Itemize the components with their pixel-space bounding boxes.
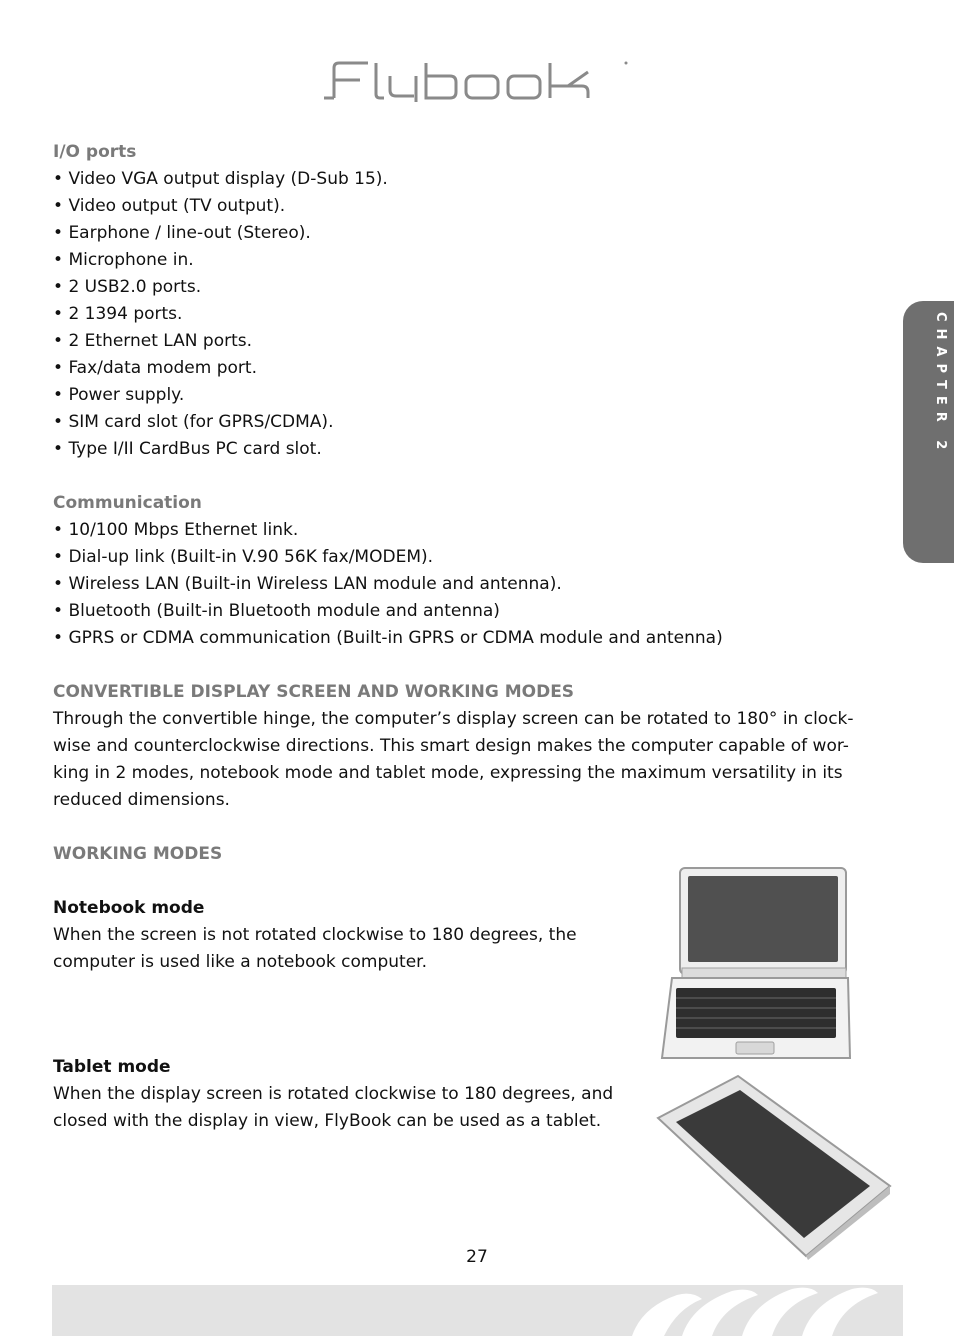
convertible-paragraph [53,706,893,814]
list-item: • 10/100 Mbps Ethernet link. [53,517,893,544]
list-item: • Video output (TV output). [53,193,893,220]
tablet-mode-title: Tablet mode [53,1057,171,1077]
flybook-logo [320,58,630,102]
notebook-mode-title: Notebook mode [53,898,205,918]
paragraph-line: When the display screen is rotated clockwise to 180 degrees, and [53,1084,614,1104]
paragraph-line: reduced dimensions. [53,790,230,810]
io-ports-heading: I/O ports [53,142,137,162]
list-item: • GPRS or CDMA communication (Built-in GPRS or CDMA module and antenna) [53,625,893,652]
list-item: • Microphone in. [53,247,893,274]
notebook-mode-image [658,864,852,1062]
chapter-label: CHAPTER 2 [933,312,948,457]
list-item: • Video VGA output display (D-Sub 15). [53,166,893,193]
list-item: • Wireless LAN (Built-in Wireless LAN module and antenna). [53,571,893,598]
list-item: • 2 1394 ports. [53,301,893,328]
list-item: • Power supply. [53,382,893,409]
paragraph-line: king in 2 modes, notebook mode and tablet mode, expressing the maximum versatility in its [53,763,843,783]
footer-band [52,1285,903,1336]
paragraph-line: computer is used like a notebook computer. [53,952,427,972]
communication-heading: Communication [53,493,202,513]
paragraph-line: Through the convertible hinge, the computer’s display screen can be rotated to 180° in clock- [53,709,854,729]
working-modes-heading: WORKING MODES [53,844,223,864]
list-item: • Type I/II CardBus PC card slot. [53,436,893,463]
list-item: • Earphone / line-out (Stereo). [53,220,893,247]
list-item: • Bluetooth (Built-in Bluetooth module and antenna) [53,598,893,625]
page-number: 27 [466,1247,488,1267]
io-ports-list [53,166,893,463]
list-item: • Dial-up link (Built-in V.90 56K fax/MODEM). [53,544,893,571]
notebook-mode-paragraph [53,922,643,976]
paragraph-line: closed with the display in view, FlyBook can be used as a tablet. [53,1111,602,1131]
communication-list [53,517,893,652]
paragraph-line: When the screen is not rotated clockwise to 180 degrees, the [53,925,577,945]
tablet-mode-image [656,1074,892,1260]
list-item: • 2 USB2.0 ports. [53,274,893,301]
list-item: • SIM card slot (for GPRS/CDMA). [53,409,893,436]
tablet-mode-paragraph [53,1081,643,1135]
paragraph-line: wise and counterclockwise directions. This smart design makes the computer capable of wor- [53,736,849,756]
list-item: • Fax/data modem port. [53,355,893,382]
swirl-decoration [52,1285,903,1336]
convertible-heading: CONVERTIBLE DISPLAY SCREEN AND WORKING MODES [53,682,575,702]
list-item: • 2 Ethernet LAN ports. [53,328,893,355]
